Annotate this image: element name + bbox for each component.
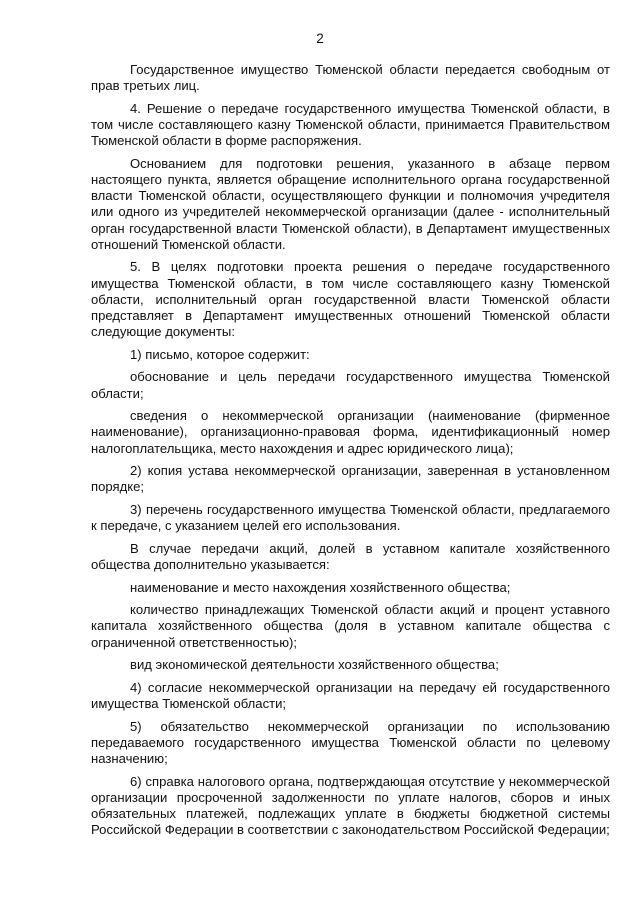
paragraph-property-free-of-rights: Государственное имущество Тюменской области передается свободным от прав третьих лиц. [91, 62, 610, 94]
page-number: 2 [316, 31, 324, 46]
paragraph-shares-quantity: количество принадлежащих Тюменской области акций и процент уставного капитала хозяйственного общества (доля в уставном капитале общества с ограниченной ответственностью); [91, 602, 610, 650]
paragraph-subitem-2-charter: 2) копия устава некоммерческой организации, заверенная в установленном порядке; [91, 463, 610, 495]
paragraph-basis-for-decision: Основанием для подготовки решения, указанного в абзаце первом настоящего пункта, является обращение исполнительного органа государственной власти Тюменской области, осуществляющего функции и полномочия учредителя или одного из учредителей некоммерческой организации (далее - исполнительный орган государственной власти Тюменской области), в Департамент имущественных отношений Тюменской области. [91, 155, 610, 252]
paragraph-company-name-location: наименование и место нахождения хозяйственного общества; [130, 579, 511, 595]
paragraph-organization-info: сведения о некоммерческой организации (наименование (фирменное наименование), организационно-правовая форма, идентификационный номер налогоплательщика, место нахождения и адрес юридического лица); [91, 408, 610, 456]
paragraph-subitem-1-letter: 1) письмо, которое содержит: [130, 346, 310, 362]
paragraph-item-4: 4. Решение о передаче государственного имущества Тюменской области, в том числе составляющего казну Тюменской области, принимается Правительством Тюменской области в форме распоряжения. [91, 100, 610, 149]
paragraph-shares-transfer: В случае передачи акций, долей в уставном капитале хозяйственного общества дополнительно указывается: [91, 540, 610, 572]
paragraph-subitem-5-obligation: 5) обязательство некоммерческой организации по использованию передаваемого государственного имущества Тюменской области по целевому назначению; [91, 718, 610, 766]
paragraph-subitem-6-tax-certificate: 6) справка налогового органа, подтверждающая отсутствие у некоммерческой организации просроченной задолженности по уплате налогов, сборов и иных обязательных платежей, подлежащих уплате в бюджеты бюджетной системы Российской Федерации в соответствии с законодательством Российской Федерации; [91, 773, 610, 838]
paragraph-economic-activity: вид экономической деятельности хозяйственного общества; [130, 657, 499, 673]
paragraph-subitem-4-consent: 4) согласие некоммерческой организации на передачу ей государственного имущества Тюменской области; [91, 679, 610, 711]
paragraph-item-5: 5. В целях подготовки проекта решения о передаче государственного имущества Тюменской области, в том числе составляющего казну Тюменской области, исполнительный орган государственной власти Тюменской области представляет в Департамент имущественных отношений Тюменской области следующие документы: [91, 259, 610, 340]
paragraph-justification: обоснование и цель передачи государственного имущества Тюменской области; [91, 369, 610, 401]
paragraph-subitem-3-property-list: 3) перечень государственного имущества Тюменской области, предлагаемого к передаче, с указанием целей его использования. [91, 502, 610, 534]
document-body [91, 62, 610, 845]
